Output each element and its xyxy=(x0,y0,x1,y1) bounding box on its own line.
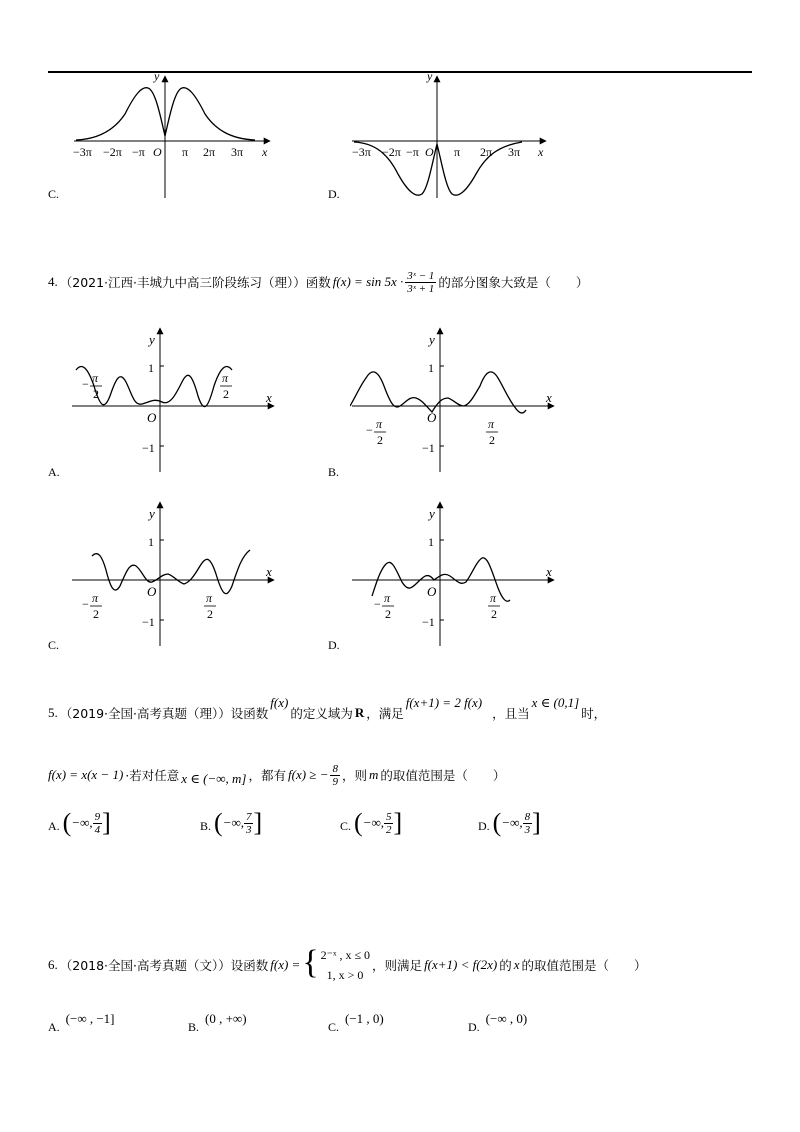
q4-tail: 的部分图象大致是（ ） xyxy=(438,275,589,290)
q6-option-c[interactable] xyxy=(328,1010,384,1035)
q4-option-c-label: C. xyxy=(48,638,60,652)
tick-label: π xyxy=(454,145,461,159)
one-label: 1 xyxy=(148,361,154,375)
pi-num: π xyxy=(488,417,495,431)
q5-when: ，且当 xyxy=(492,706,530,721)
q4-option-b-label: B. xyxy=(328,465,340,479)
neg-pi-num: π xyxy=(92,371,99,385)
q6-fx: f(x) = xyxy=(270,957,301,972)
x-label: x xyxy=(546,564,552,579)
q6-source: （2018·全国·高考真题（文））设函数 xyxy=(59,958,269,973)
q5-R: R xyxy=(354,705,365,720)
q5-ineq-den: 9 xyxy=(332,775,338,788)
x-label: x xyxy=(266,564,272,579)
q5-shi: 时， xyxy=(581,706,607,721)
q3-figure-c xyxy=(70,74,280,202)
one-label: 1 xyxy=(428,361,434,375)
minus-sign: − xyxy=(366,423,373,437)
q5-option-c[interactable]: C. ( −∞, $\frac{5}{2}$ ] xyxy=(340,808,403,837)
q5-m: m xyxy=(368,767,379,782)
option-label: C. xyxy=(328,1020,340,1034)
q4-frac-num: 3ˣ − 1 xyxy=(407,269,435,282)
q5-range: x ∈ (−∞, m] xyxy=(181,771,247,786)
curve xyxy=(76,367,232,407)
minus-sign: − xyxy=(82,597,89,611)
x-label: x xyxy=(546,390,552,405)
q5-domain-text: 的定义域为 xyxy=(290,706,353,721)
q6-ineq: f(x+1) < f(2x) xyxy=(424,957,498,972)
x-label: x xyxy=(266,390,272,405)
neg-one-label: −1 xyxy=(142,615,155,629)
y-label: y xyxy=(429,332,435,347)
tick-label: −π xyxy=(132,145,145,159)
q5-stem-line2 xyxy=(48,758,505,792)
neg-pi-den: 2 xyxy=(93,387,99,401)
minus-sign: − xyxy=(82,377,89,391)
option-num: 8 xyxy=(524,810,531,823)
q4-figure-c xyxy=(70,500,280,650)
q5-comma: ，满足 xyxy=(366,706,404,721)
option-label: C. xyxy=(340,819,352,833)
q5-fx: f(x) xyxy=(270,695,289,710)
q4-stem xyxy=(48,262,588,302)
option-den: 3 xyxy=(524,823,531,836)
q4-func-lhs: f(x) = sin 5x · xyxy=(332,274,404,289)
pi-num: π xyxy=(206,591,213,605)
header-rule xyxy=(48,71,752,73)
y-label: y xyxy=(149,332,155,347)
tick-label: −2π xyxy=(103,145,122,159)
tick-label: 3π xyxy=(508,145,521,159)
q5-def: f(x) = x(x − 1) xyxy=(48,767,124,782)
option-label: B. xyxy=(200,819,212,833)
q4-number: 4. xyxy=(48,274,58,289)
q4-source: （2021·江西·丰城九中高三阶段练习（理））函数 xyxy=(59,275,331,290)
neg-pi-den: 2 xyxy=(385,607,391,621)
q4-fraction xyxy=(405,270,436,295)
y-label: y xyxy=(154,74,160,83)
option-label: D. xyxy=(468,1020,480,1034)
origin-label: O xyxy=(427,410,437,425)
option-den: 4 xyxy=(94,823,101,836)
option-label: D. xyxy=(478,819,490,833)
option-value: (−∞ , 0) xyxy=(485,1011,528,1026)
curve xyxy=(92,550,250,594)
q5-ineq-frac xyxy=(330,763,340,788)
tick-label: 3π xyxy=(231,145,244,159)
q3-option-c-label: C. xyxy=(48,187,60,201)
tick-label: −3π xyxy=(73,145,92,159)
option-label: A. xyxy=(48,819,60,833)
neg-pi-den: 2 xyxy=(93,607,99,621)
q5-interval: x ∈ (0,1] xyxy=(531,695,580,710)
pi-den: 2 xyxy=(223,387,229,401)
y-label: y xyxy=(427,74,433,83)
tick-label: −3π xyxy=(352,145,371,159)
q6-tail-a: 的 xyxy=(499,958,512,973)
q6-options xyxy=(48,1010,608,1040)
q5-option-d[interactable]: D. ( −∞, $\frac{8}{3}$ ] xyxy=(478,808,541,837)
minus-sign: − xyxy=(374,597,381,611)
neg-pi-num: π xyxy=(92,591,99,605)
option-value: (−1 , 0) xyxy=(345,1011,384,1026)
tick-label: π xyxy=(182,145,189,159)
q6-case2: 1, x > 0 xyxy=(326,968,364,982)
q6-stem xyxy=(48,940,647,990)
q5-line2-d: 的取值范围是（ ） xyxy=(380,768,506,783)
q5-ineq-num: 8 xyxy=(332,762,338,775)
option-den: 3 xyxy=(245,823,252,836)
option-num: 5 xyxy=(385,810,392,823)
tick-label: −π xyxy=(406,145,419,159)
neg-pi-num: π xyxy=(376,417,383,431)
q6-case1: 2⁻ˣ , x ≤ 0 xyxy=(320,948,371,962)
q4-frac-den: 3ˣ + 1 xyxy=(407,282,435,295)
origin-label: O xyxy=(425,145,434,159)
option-value: (0 , +∞) xyxy=(205,1011,247,1026)
q5-stem-line1 xyxy=(48,696,606,730)
q6-option-b[interactable] xyxy=(188,1010,247,1035)
q5-option-a[interactable]: A. ( −∞, $\frac{9}{4}$ ] xyxy=(48,808,111,837)
tick-label: 2π xyxy=(480,145,493,159)
pi-num: π xyxy=(490,591,497,605)
q6-cases xyxy=(321,945,370,985)
q4-option-a-label: A. xyxy=(48,465,60,479)
q4-figure-d xyxy=(350,500,560,650)
option-num: 9 xyxy=(94,810,101,823)
q6-option-a[interactable] xyxy=(48,1010,115,1035)
pi-den: 2 xyxy=(491,607,497,621)
q5-number: 5. xyxy=(48,705,58,720)
x-label: x xyxy=(262,145,268,159)
origin-label: O xyxy=(153,145,162,159)
option-pre: −∞, xyxy=(362,815,384,830)
q4-option-d-label: D. xyxy=(328,638,340,652)
curve xyxy=(350,372,526,413)
option-num: 7 xyxy=(245,810,252,823)
q6-mid: ，则满足 xyxy=(372,958,423,973)
neg-one-label: −1 xyxy=(422,615,435,629)
q5-source: （2019·全国·高考真题（理））设函数 xyxy=(59,706,269,721)
origin-label: O xyxy=(147,410,157,425)
option-label: B. xyxy=(188,1020,200,1034)
q6-brace: { xyxy=(302,944,319,981)
y-label: y xyxy=(429,506,435,521)
q5-ineq-lhs: f(x) ≥ − xyxy=(288,767,329,782)
one-label: 1 xyxy=(428,535,434,549)
q5-option-b[interactable]: B. ( −∞, $\frac{7}{3}$ ] xyxy=(200,808,263,837)
tick-label: 2π xyxy=(203,145,216,159)
pi-den: 2 xyxy=(489,433,495,447)
neg-pi-num: π xyxy=(384,591,391,605)
q3-figure-d xyxy=(350,74,550,202)
q5-line2-c: ，则 xyxy=(341,768,367,783)
q6-option-d[interactable] xyxy=(468,1010,527,1035)
q6-tail-b: 的取值范围是（ ） xyxy=(521,958,647,973)
q5-options xyxy=(48,808,608,848)
option-label: A. xyxy=(48,1020,60,1034)
origin-label: O xyxy=(147,584,157,599)
origin-label: O xyxy=(427,584,437,599)
neg-one-label: −1 xyxy=(142,441,155,455)
option-den: 2 xyxy=(385,823,392,836)
y-label: y xyxy=(149,506,155,521)
option-pre: −∞, xyxy=(71,815,93,830)
pi-den: 2 xyxy=(207,607,213,621)
q6-x: x xyxy=(513,957,520,972)
q5-line2-b: ，都有 xyxy=(248,768,287,783)
pi-num: π xyxy=(222,371,229,385)
q5-line2-a: ·若对任意 xyxy=(125,768,180,783)
q5-cond: f(x+1) = 2 f(x) xyxy=(405,695,483,710)
q4-figure-b xyxy=(350,326,560,476)
neg-pi-den: 2 xyxy=(377,433,383,447)
tick-label: −2π xyxy=(382,145,401,159)
q4-figure-a xyxy=(70,326,280,476)
neg-one-label: −1 xyxy=(422,441,435,455)
q6-number: 6. xyxy=(48,957,58,972)
one-label: 1 xyxy=(148,535,154,549)
x-label: x xyxy=(538,145,544,159)
curve xyxy=(354,142,522,195)
option-pre: −∞, xyxy=(501,815,523,830)
option-value: (−∞ , −1] xyxy=(65,1011,115,1026)
q3-option-d-label: D. xyxy=(328,187,340,201)
option-pre: −∞, xyxy=(222,815,244,830)
